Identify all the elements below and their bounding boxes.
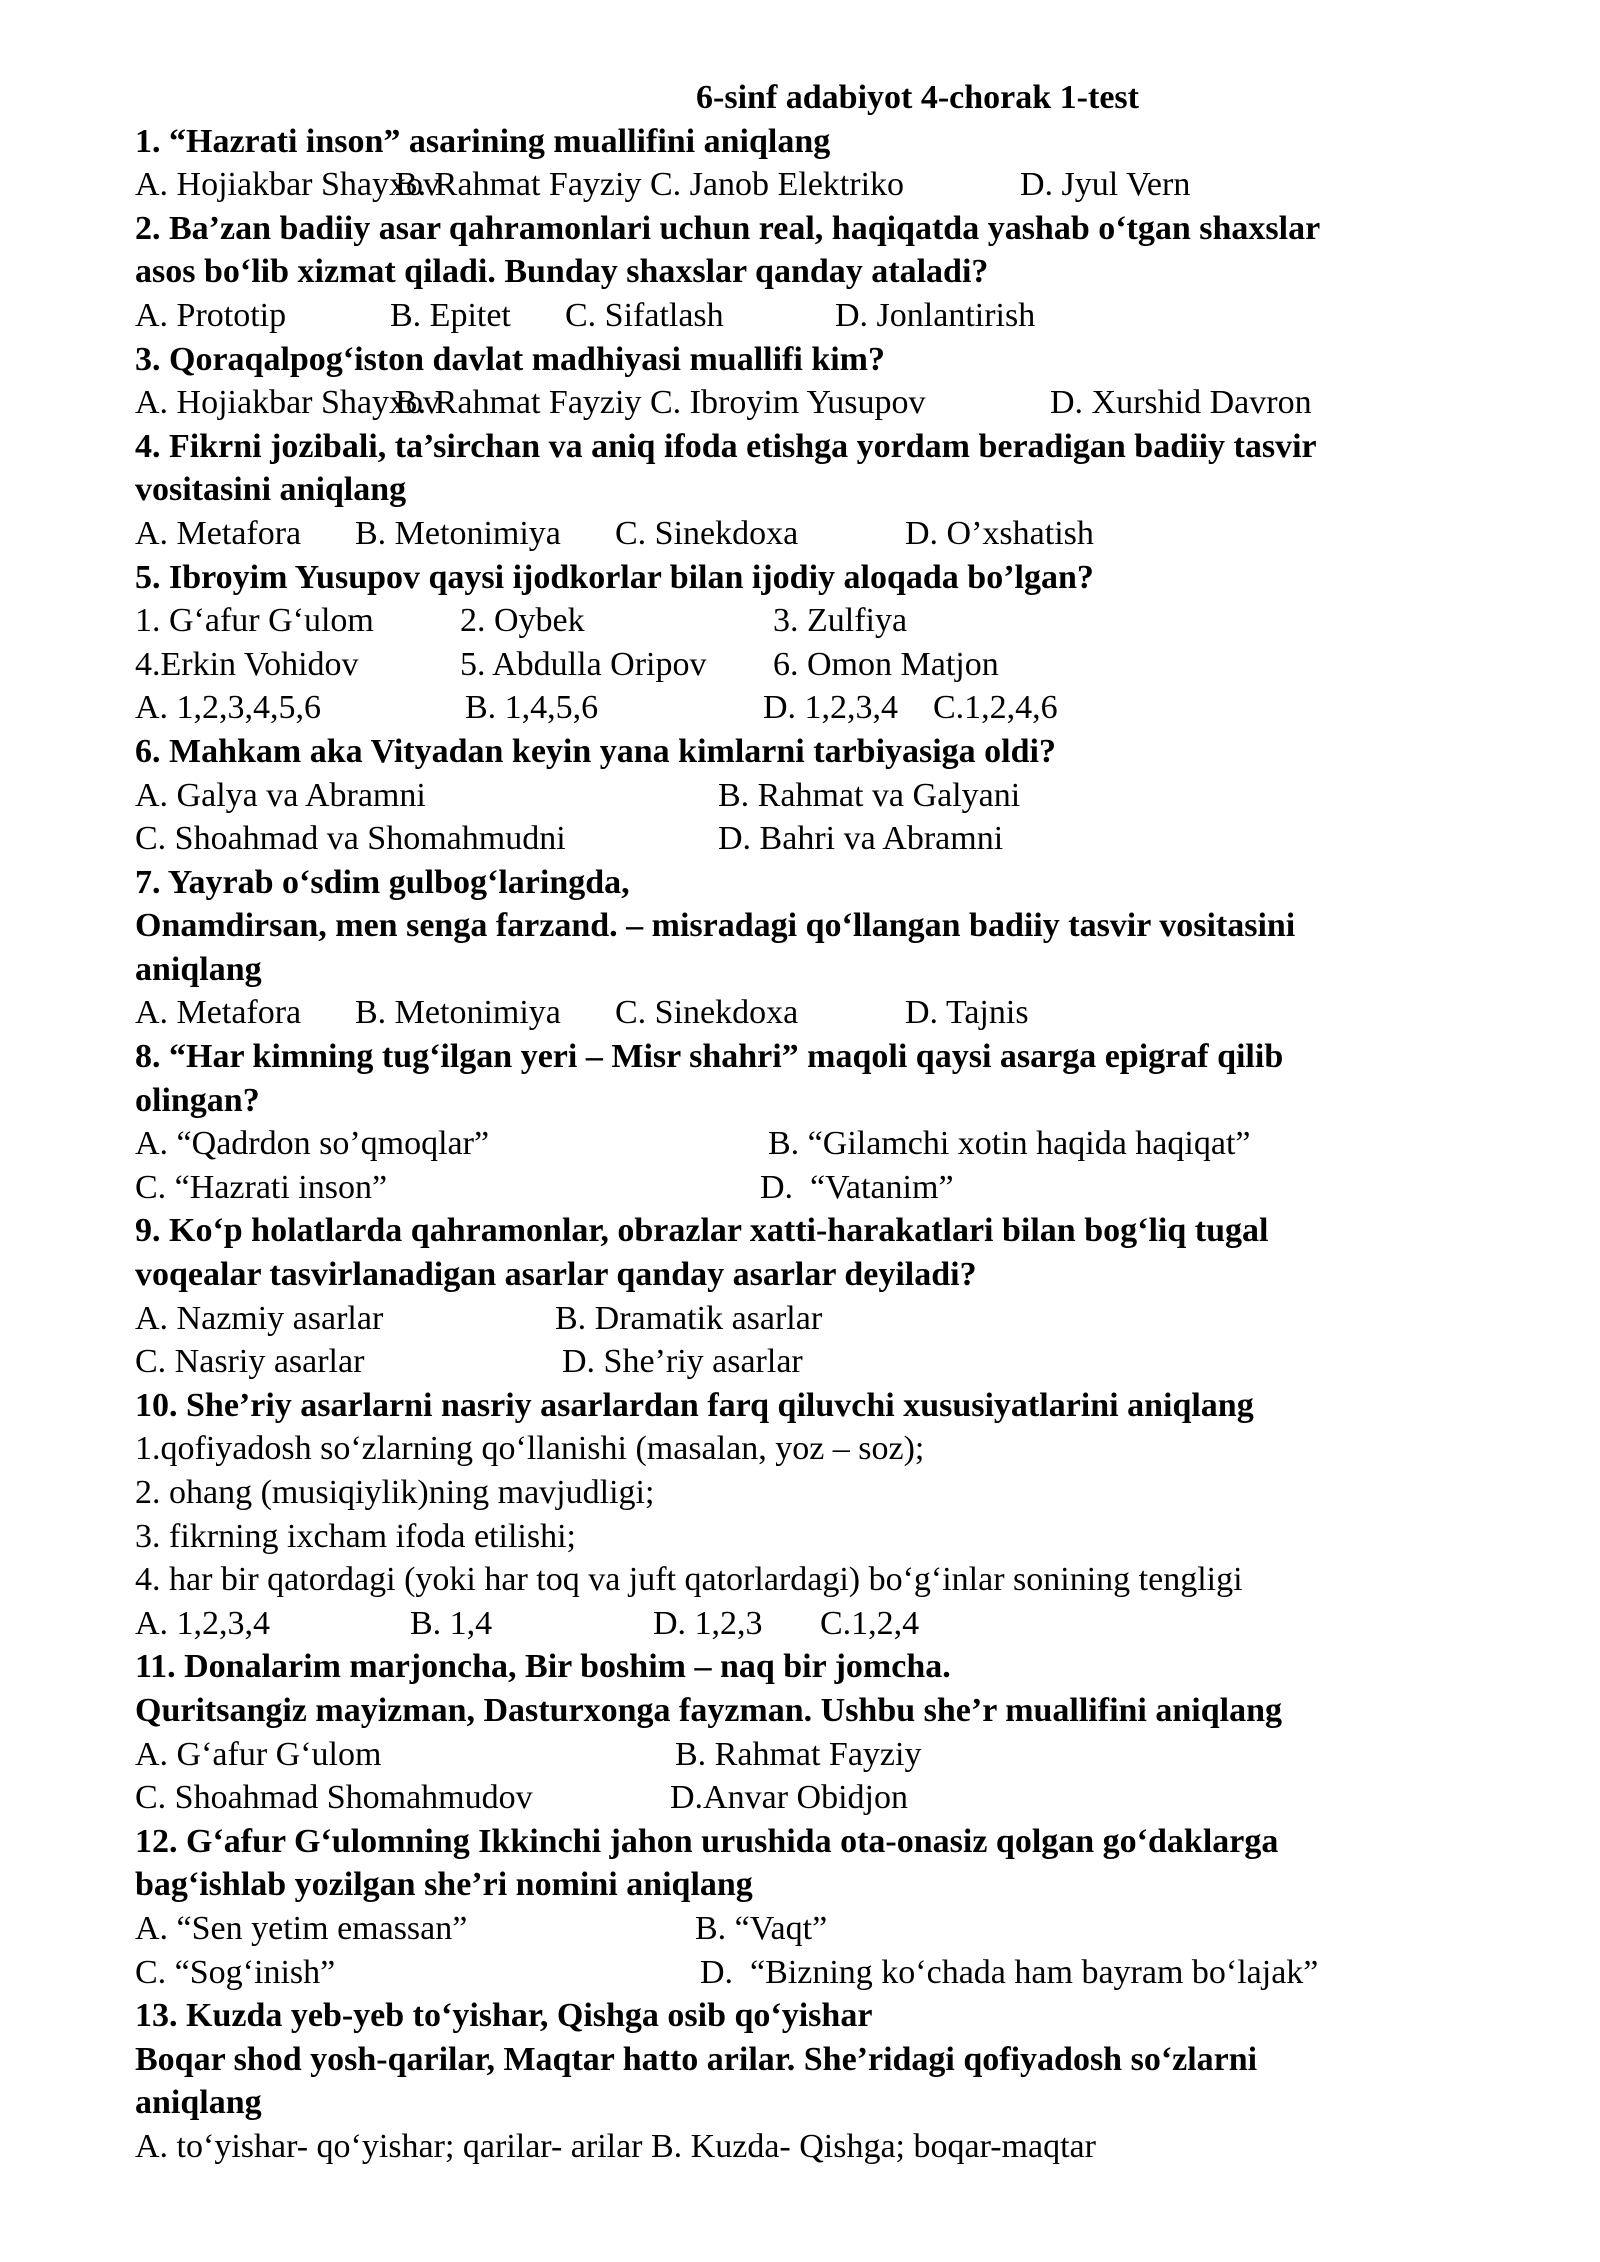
answer-option: C. Sinekdoxa: [615, 994, 799, 1032]
answer-option: B. Rahmat Fayziy: [675, 1735, 922, 1773]
answer-option: D. “Bizning ko‘chada ham bayram bo‘lajak”: [700, 1953, 1319, 1991]
answer-options-row: [135, 991, 1560, 1035]
question-text: Quritsangiz mayizman, Dasturxonga fayzman. Ushbu she’r muallifini aniqlang: [135, 1691, 1283, 1729]
answer-option: D. Jonlantirish: [835, 296, 1036, 334]
question-text: 4. Fikrni jozibali, ta’sirchan va aniq ifoda etishga yordam beradigan badiiy tasvir: [135, 427, 1317, 465]
question-text: 10. She’riy asarlarni nasriy asarlardan farq qiluvchi xususiyatlarini aniqlang: [135, 1386, 1254, 1424]
question-text: 8. “Har kimning tug‘ilgan yeri – Misr shahri” maqoli qaysi asarga epigraf qilib: [135, 1038, 1284, 1076]
question-text: voqealar tasvirlanadigan asarlar qanday asarlar deyiladi?: [135, 1256, 977, 1294]
answer-option: 5. Abdulla Oripov: [460, 645, 707, 683]
answer-option: A. Nazmiy asarlar: [135, 1299, 384, 1337]
answer-options-row: [135, 294, 1560, 338]
question-text: Boqar shod yosh-qarilar, Maqtar hatto arilar. She’ridagi qofiyadosh so‘zlarni: [135, 2040, 1258, 2078]
answer-option: B. Rahmat va Galyani: [718, 776, 1021, 814]
answer-options-row: [135, 1776, 1560, 1820]
answer-options-row: [135, 1166, 1560, 1210]
answer-option: C. Janob Elektriko: [650, 166, 905, 204]
answer-options-row: [135, 1951, 1560, 1995]
question-text: 3. Qoraqalpog‘iston davlat madhiyasi muallifi kim?: [135, 340, 885, 378]
answer-option: D. O’xshatish: [905, 514, 1094, 552]
answer-option: B. “Vaqt”: [695, 1909, 828, 1947]
answer-option: A. “Qadrdon so’qmoqlar”: [135, 1125, 490, 1163]
question-text: 7. Yayrab o‘sdim gulbog‘laringda,: [135, 863, 630, 901]
statement-line: 1.qofiyadosh so‘zlarning qo‘llanishi (masalan, yoz – soz);: [135, 1430, 925, 1468]
question-text: olingan?: [135, 1081, 260, 1119]
answer-options-row: [135, 1122, 1560, 1166]
answer-option: 4.Erkin Vohidov: [135, 645, 359, 683]
answer-option: D. “Vatanim”: [760, 1168, 954, 1206]
question-text: vositasini aniqlang: [135, 471, 407, 509]
answer-option: D. 1,2,3,4: [763, 689, 899, 727]
statement-line: 4. har bir qatordagi (yoki har toq va juft qatorlardagi) bo‘g‘inlar sonining tengligi: [135, 1561, 1243, 1599]
answer-option: B. Rahmat Fayziy: [395, 384, 642, 422]
question-text: aniqlang: [135, 950, 262, 988]
answer-option: C. Shoahmad va Shomahmudni: [135, 820, 566, 858]
question-text: 1. “Hazrati inson” asarining muallifini aniqlang: [135, 122, 831, 160]
answer-options-row: [135, 686, 1560, 730]
answer-options-row: [135, 512, 1560, 556]
answer-option: C. Sinekdoxa: [615, 514, 799, 552]
answer-options-row: [135, 1297, 1560, 1341]
answer-option: A. G‘afur G‘ulom: [135, 1735, 382, 1773]
answer-options-row: [135, 643, 1560, 687]
question-text: 11. Donalarim marjoncha, Bir boshim – naq bir jomcha.: [135, 1648, 951, 1686]
answer-options-row: [135, 1907, 1560, 1951]
statement-line: 3. fikrning ixcham ifoda etilishi;: [135, 1517, 576, 1555]
answer-option: B. “Gilamchi xotin haqida haqiqat”: [768, 1125, 1251, 1163]
answer-option: D.Anvar Obidjon: [670, 1779, 908, 1817]
statement-line: 2. ohang (musiqiylik)ning mavjudligi;: [135, 1474, 655, 1511]
answer-options-row: [135, 817, 1560, 861]
answer-options-row: [135, 774, 1560, 818]
answer-option: B. 1,4: [410, 1604, 493, 1642]
answer-option: C. Ibroyim Yusupov: [650, 384, 926, 422]
question-text: 9. Ko‘p holatlarda qahramonlar, obrazlar xatti-harakatlari bilan bog‘liq tugal: [135, 1212, 1269, 1250]
answer-option: A. 1,2,3,4,5,6: [135, 689, 322, 727]
answer-option: A. Hojiakbar Shayxov: [135, 384, 441, 422]
question-text: 13. Kuzda yeb-yeb to‘yishar, Qishga osib qo‘yishar: [135, 1997, 873, 2035]
answer-option: D. Tajnis: [905, 994, 1029, 1032]
answer-option: A. “Sen yetim emassan”: [135, 1909, 468, 1947]
answer-option: 3. Zulfiya: [773, 602, 908, 640]
page-title: 6-sinf adabiyot 4-chorak 1-test: [696, 79, 1139, 116]
answer-option: B. Rahmat Fayziy: [395, 166, 642, 204]
question-text: 5. Ibroyim Yusupov qaysi ijodkorlar bilan ijodiy aloqada bo’lgan?: [135, 558, 1094, 596]
answer-option: D. 1,2,3: [653, 1604, 763, 1642]
answer-option: D. Jyul Vern: [1020, 166, 1191, 204]
answer-option: C.1,2,4: [820, 1604, 920, 1642]
answer-option: A. Metafora: [135, 994, 302, 1032]
answer-option: D. She’riy asarlar: [562, 1343, 803, 1381]
answer-option: A. Metafora: [135, 514, 302, 552]
answer-option: C. Nasriy asarlar: [135, 1343, 365, 1381]
answer-option: B. 1,4,5,6: [465, 689, 599, 727]
answer-option: B. Dramatik asarlar: [555, 1299, 823, 1337]
answer-option: 1. G‘afur G‘ulom: [135, 602, 374, 640]
question-text: bag‘ishlab yozilgan she’ri nomini aniqlang: [135, 1866, 753, 1904]
answer-options-row: [135, 1340, 1560, 1384]
answer-option: A. 1,2,3,4: [135, 1604, 271, 1642]
question-text: 6. Mahkam aka Vityadan keyin yana kimlarni tarbiyasiga oldi?: [135, 732, 1056, 770]
question-text: 2. Ba’zan badiiy asar qahramonlari uchun real, haqiqatda yashab o‘tgan shaxslar: [135, 209, 1321, 247]
answer-option: C. “Hazrati inson”: [135, 1168, 388, 1206]
answer-options-row: [135, 599, 1560, 643]
answer-options-row: [135, 1602, 1560, 1646]
answer-option: D. Xurshid Davron: [1050, 384, 1312, 422]
answer-option: A. Prototip: [135, 296, 287, 334]
answer-option: C. Sifatlash: [565, 296, 724, 334]
test-content: [135, 120, 1560, 2169]
statement-line: A. to‘yishar- qo‘yishar; qarilar- arilar B. Kuzda- Qishga; boqar-maqtar: [135, 2127, 1096, 2165]
answer-option: C. Shoahmad Shomahmudov: [135, 1779, 533, 1817]
answer-options-row: [135, 1733, 1560, 1777]
question-text: asos bo‘lib xizmat qiladi. Bunday shaxslar qanday ataladi?: [135, 253, 989, 291]
answer-option: 6. Omon Matjon: [773, 645, 999, 683]
answer-option: 2. Oybek: [460, 602, 585, 640]
answer-option: B. Metonimiya: [355, 994, 561, 1032]
answer-options-row: [135, 163, 1560, 207]
answer-option: A. Hojiakbar Shayxov: [135, 166, 441, 204]
answer-option: C.1,2,4,6: [933, 689, 1058, 727]
answer-option: A. Galya va Abramni: [135, 776, 426, 814]
answer-option: B. Metonimiya: [355, 514, 561, 552]
answer-option: B. Epitet: [390, 296, 511, 334]
question-text: aniqlang: [135, 2084, 262, 2122]
answer-option: D. Bahri va Abramni: [718, 820, 1004, 858]
question-text: Onamdirsan, men senga farzand. – misradagi qo‘llangan badiiy tasvir vositasini: [135, 907, 1296, 945]
question-text: 12. G‘afur G‘ulomning Ikkinchi jahon urushida ota-onasiz qolgan go‘daklarga: [135, 1822, 1279, 1860]
answer-options-row: [135, 381, 1560, 425]
answer-option: C. “Sog‘inish”: [135, 1953, 336, 1991]
